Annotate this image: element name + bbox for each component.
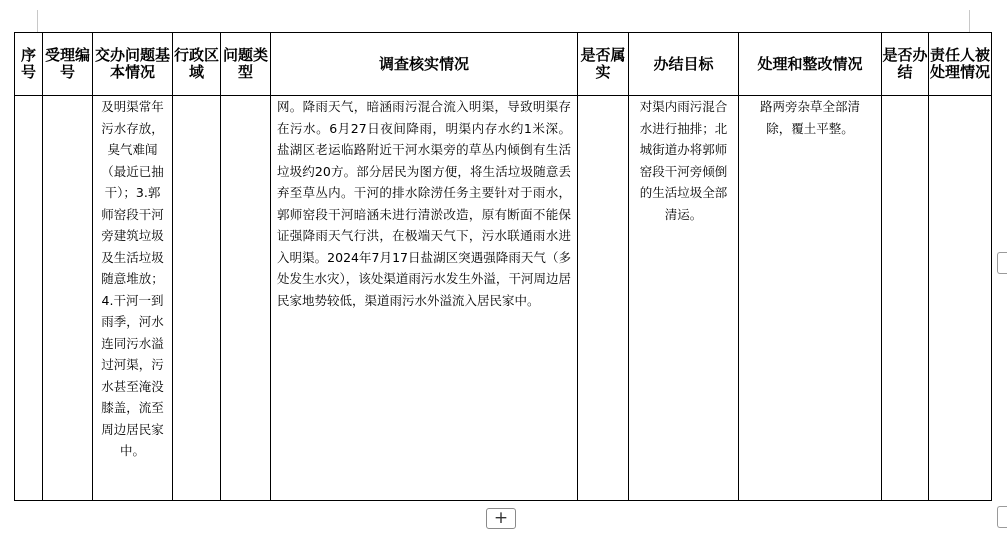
- header-investigation[interactable]: 调查核实情况: [271, 33, 578, 96]
- cell-investigation-text: 网。降雨天气，暗涵雨污混合流入明渠，导致明渠存在污水。6月27日夜间降雨，明渠内存水约1米深。盐湖区老运临路附近干河水渠旁的草丛内倾倒有生活垃圾约20方。部分居民为图方便，将生活垃圾随意丢弃至草丛内。干河的排水除涝任务主要针对于雨水，郭师窑段干河暗涵未进行清淤改造，原有断面不能保证强降雨天气行洪，在极端天气下，污水联通雨水进入明渠。2024年7月17日盐湖区突遇强降雨天气（多处发生水灾），该处渠道雨污水发生外溢，干河周边居民家地势较低，渠道雨污水外溢流入居民家中。: [277, 99, 571, 308]
- report-table: [14, 32, 992, 501]
- header-row: [15, 33, 992, 96]
- header-verified[interactable]: 是否属实: [578, 33, 629, 96]
- cell-district[interactable]: [173, 96, 221, 501]
- cell-problem-text: 及明渠常年污水存放，臭气难闻（最近已抽干）；3.郭师窑段干河旁建筑垃圾及生活垃圾随意堆放；4.干河一到雨季，河水连同污水溢过河渠，污水甚至淹没膝盖，流至周边居民家中。: [101, 99, 164, 458]
- add-row-button[interactable]: +: [486, 508, 516, 529]
- cell-goal[interactable]: [629, 96, 739, 501]
- cell-rectification-text: 路两旁杂草全部清除，覆土平整。: [759, 99, 860, 136]
- cell-verified[interactable]: [578, 96, 629, 501]
- header-seq[interactable]: 序号: [15, 33, 43, 96]
- header-rectification[interactable]: 处理和整改情况: [739, 33, 882, 96]
- header-case-id[interactable]: 受理编号: [43, 33, 93, 96]
- margin-guide-left: [37, 10, 38, 32]
- cell-accountability[interactable]: [929, 96, 992, 501]
- cell-case-id[interactable]: [43, 96, 93, 501]
- cell-rectification[interactable]: [739, 96, 882, 501]
- header-type[interactable]: 问题类型: [221, 33, 271, 96]
- margin-guide-right: [969, 10, 970, 32]
- header-district[interactable]: 行政区域: [173, 33, 221, 96]
- table-row: [15, 96, 992, 501]
- right-edge-handle-upper[interactable]: [997, 252, 1007, 274]
- cell-goal-text: 对渠内雨污混合水进行抽排；北城街道办将郭师窑段干河旁倾倒的生活垃圾全部清运。: [639, 99, 728, 222]
- header-problem[interactable]: 交办问题基本情况: [93, 33, 173, 96]
- cell-type[interactable]: [221, 96, 271, 501]
- cell-closed[interactable]: [882, 96, 929, 501]
- header-closed[interactable]: 是否办结: [882, 33, 929, 96]
- header-goal[interactable]: 办结目标: [629, 33, 739, 96]
- right-edge-handle-lower[interactable]: [997, 506, 1007, 528]
- cell-investigation[interactable]: [271, 96, 578, 501]
- cell-seq[interactable]: [15, 96, 43, 501]
- header-accountability[interactable]: 责任人被处理情况: [929, 33, 992, 96]
- cell-problem[interactable]: [93, 96, 173, 501]
